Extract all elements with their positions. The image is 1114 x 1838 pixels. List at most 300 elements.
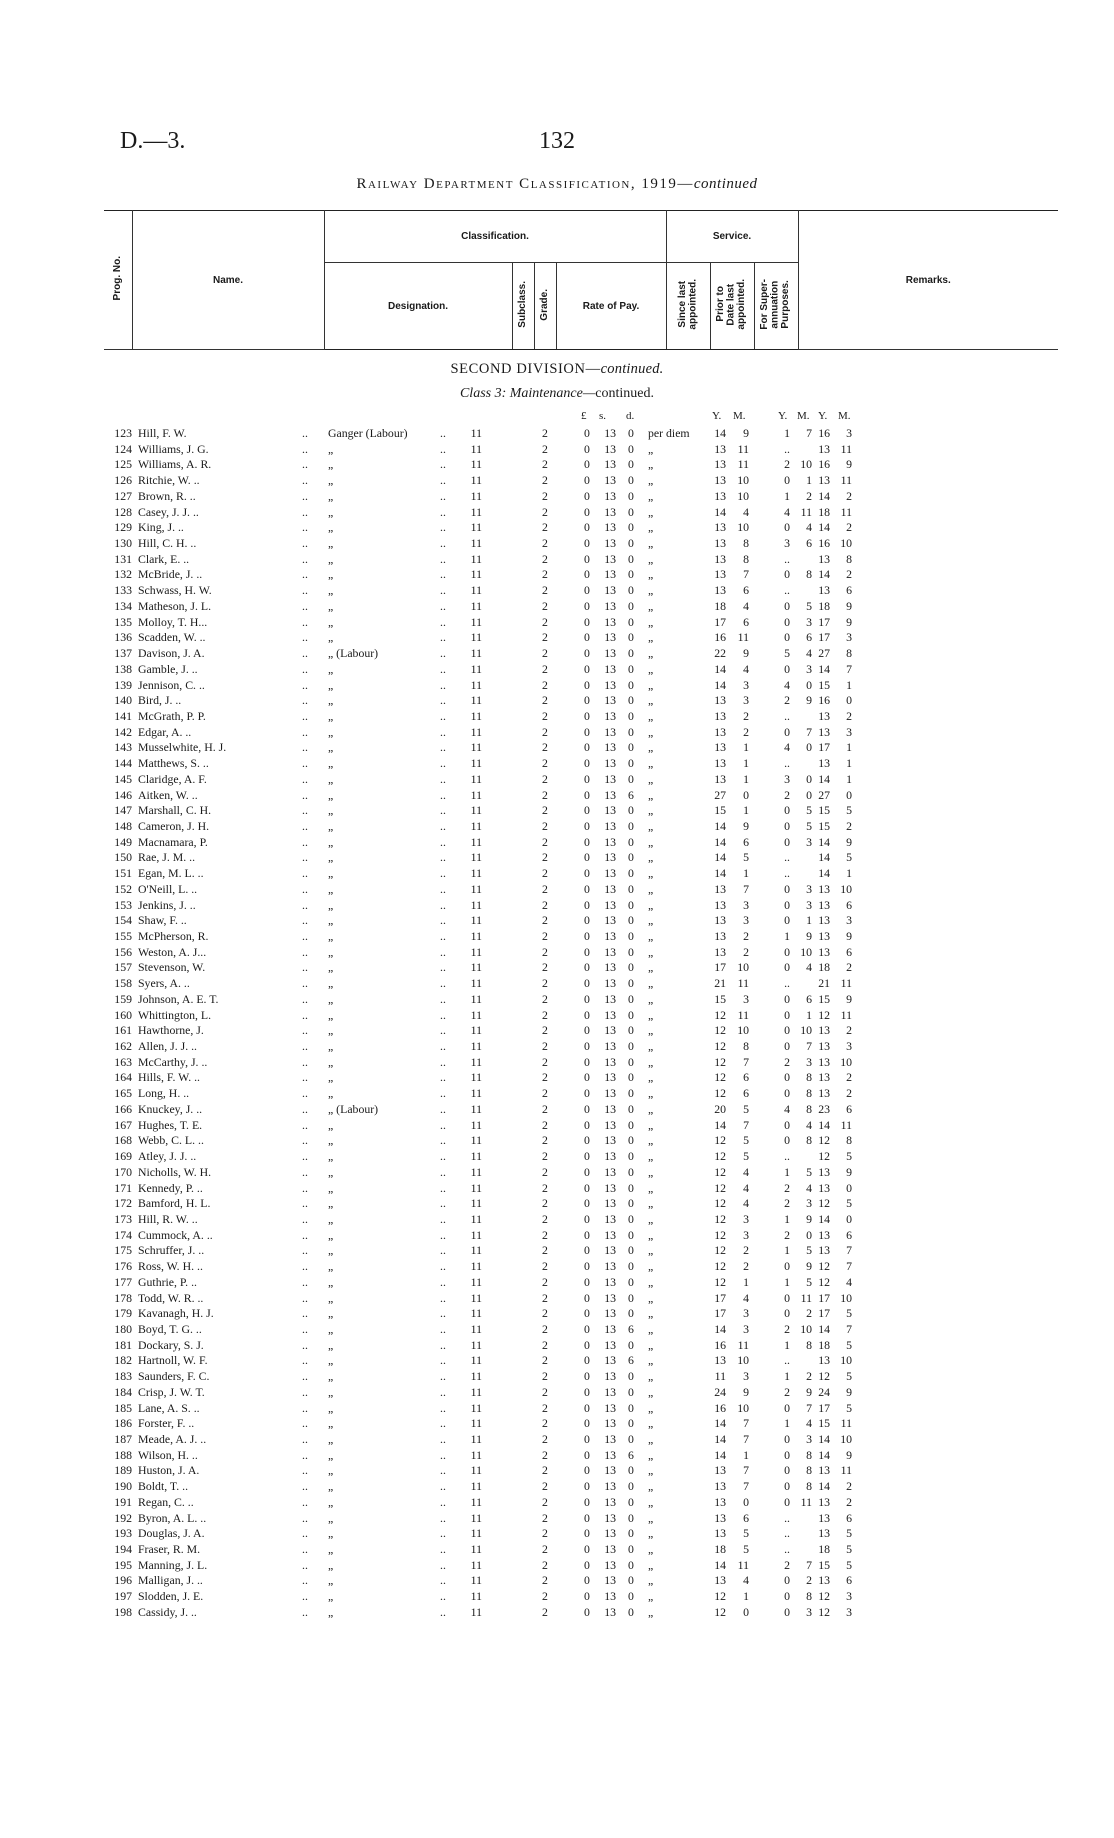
leader-dots: .. — [302, 1463, 308, 1478]
years-unit-since: Y. — [712, 410, 722, 422]
table-row — [0, 1401, 1114, 1417]
page-number: 132 — [539, 128, 575, 154]
prior-years: .. — [784, 1510, 790, 1525]
designation: „ — [328, 677, 334, 692]
super-years: 12 — [818, 1259, 830, 1274]
designation: „ — [328, 1243, 334, 1258]
pay-pounds: 0 — [584, 834, 590, 849]
since-years: 15 — [714, 991, 726, 1006]
grade: 2 — [542, 1479, 548, 1494]
employee-name: Saunders, F. C. — [138, 1369, 210, 1384]
pay-pounds: 0 — [584, 1259, 590, 1274]
pay-pence: 0 — [628, 1023, 634, 1038]
prog-number: 152 — [114, 881, 132, 896]
super-years: 14 — [818, 850, 830, 865]
prog-number: 140 — [114, 693, 132, 708]
leader-dots: .. — [440, 1557, 446, 1572]
table-row — [0, 898, 1114, 914]
prior-years: .. — [784, 551, 790, 566]
prog-number: 191 — [114, 1494, 132, 1509]
table-row — [0, 850, 1114, 866]
leader-dots: .. — [302, 1432, 308, 1446]
table-row — [0, 1589, 1114, 1605]
subclass: 11 — [470, 1243, 482, 1258]
since-years: 21 — [714, 976, 726, 991]
leader-dots: .. — [302, 1101, 308, 1116]
prior-years: 0 — [784, 944, 790, 959]
grade: 2 — [542, 834, 548, 849]
prog-number: 169 — [114, 1149, 132, 1164]
prog-number: 137 — [114, 646, 132, 661]
pay-shillings: 13 — [604, 1117, 616, 1132]
leader-dots: .. — [440, 1337, 446, 1352]
prog-number: 183 — [114, 1369, 132, 1384]
pay-period: „ — [648, 787, 654, 802]
super-years: 13 — [818, 1070, 830, 1085]
designation: „ — [328, 1070, 334, 1085]
subclass: 11 — [470, 457, 482, 472]
prior-months: 6 — [806, 991, 812, 1006]
subclass: 11 — [470, 897, 482, 912]
since-years: 22 — [714, 646, 726, 661]
pay-period: „ — [648, 771, 654, 786]
pay-period: „ — [648, 551, 654, 566]
pay-pence: 0 — [628, 488, 634, 503]
pay-pounds: 0 — [584, 724, 590, 739]
leader-dots: .. — [302, 1573, 308, 1588]
subclass: 11 — [470, 520, 482, 535]
grade: 2 — [542, 1557, 548, 1572]
leader-dots: .. — [302, 960, 308, 975]
leader-dots: .. — [440, 1353, 446, 1368]
since-months: 2 — [743, 708, 749, 723]
pay-pounds: 0 — [584, 473, 590, 488]
pay-pence: 0 — [628, 1101, 634, 1116]
leader-dots: .. — [440, 991, 446, 1006]
years-unit-super: Y. — [818, 410, 828, 422]
grade: 2 — [542, 771, 548, 786]
table-row — [0, 945, 1114, 961]
designation: „ — [328, 818, 334, 833]
designation: „ — [328, 473, 334, 488]
leader-dots: .. — [302, 1133, 308, 1148]
super-years: 12 — [818, 1007, 830, 1022]
pay-pence: 0 — [628, 1510, 634, 1525]
pay-shillings: 13 — [604, 866, 616, 881]
prog-number: 168 — [114, 1133, 132, 1148]
designation: „ — [328, 1007, 334, 1022]
leader-dots: .. — [302, 1510, 308, 1525]
grade: 2 — [542, 1007, 548, 1022]
prog-number: 165 — [114, 1086, 132, 1101]
leader-dots: .. — [302, 1023, 308, 1038]
pay-pounds: 0 — [584, 441, 590, 456]
super-months: 6 — [846, 1227, 852, 1242]
employee-name: Regan, C. .. — [138, 1494, 194, 1509]
pay-pounds: 0 — [584, 1573, 590, 1588]
pay-shillings: 13 — [604, 1023, 616, 1038]
designation: „ — [328, 834, 334, 849]
pay-period: „ — [648, 929, 654, 943]
classification-header: Classification. — [324, 211, 666, 263]
grade: 2 — [542, 1604, 548, 1619]
designation: „ — [328, 897, 334, 912]
employee-name: Cassidy, J. .. — [138, 1604, 197, 1619]
leader-dots: .. — [302, 1039, 308, 1054]
pay-pounds: 0 — [584, 426, 590, 440]
super-years: 12 — [818, 1149, 830, 1164]
prior-months: 2 — [806, 1306, 812, 1321]
prior-months: 8 — [806, 1101, 812, 1116]
pay-pence: 0 — [628, 504, 634, 519]
since-years: 14 — [714, 850, 726, 865]
grade: 2 — [542, 551, 548, 566]
table-row — [0, 1070, 1114, 1086]
prior-months: 6 — [806, 536, 812, 551]
super-months: 9 — [846, 457, 852, 472]
subclass: 11 — [470, 1526, 482, 1541]
leader-dots: .. — [440, 1274, 446, 1289]
employee-name: Bamford, H. L. — [138, 1196, 211, 1211]
pay-shillings: 13 — [604, 1526, 616, 1541]
leader-dots: .. — [302, 1479, 308, 1494]
pay-period: „ — [648, 1290, 654, 1305]
since-years: 12 — [714, 1164, 726, 1179]
super-years: 23 — [818, 1101, 830, 1116]
pay-pounds: 0 — [584, 1306, 590, 1321]
pay-period: „ — [648, 614, 654, 629]
grade: 2 — [542, 1526, 548, 1541]
subclass: 11 — [470, 803, 482, 818]
pay-pence: 0 — [628, 1054, 634, 1069]
designation: „ — [328, 1196, 334, 1211]
since-years: 13 — [714, 771, 726, 786]
table-row — [0, 756, 1114, 772]
leader-dots: .. — [302, 1211, 308, 1226]
pay-pounds: 0 — [584, 1133, 590, 1148]
employee-name: Johnson, A. E. T. — [138, 991, 219, 1006]
pay-pounds: 0 — [584, 567, 590, 582]
since-years: 13 — [714, 1463, 726, 1478]
pay-period: „ — [648, 1117, 654, 1132]
table-row — [0, 1102, 1114, 1118]
employee-name: Hill, C. H. .. — [138, 536, 197, 551]
table-row — [0, 1558, 1114, 1574]
super-years: 17 — [818, 1400, 830, 1415]
grade: 2 — [542, 1023, 548, 1038]
grade: 2 — [542, 866, 548, 881]
pay-pounds: 0 — [584, 646, 590, 661]
super-years: 13 — [818, 1243, 830, 1258]
super-months: 2 — [846, 1023, 852, 1038]
pay-pence: 0 — [628, 1526, 634, 1541]
since-years: 13 — [714, 567, 726, 582]
pay-pence: 0 — [628, 1274, 634, 1289]
super-months: 7 — [846, 1243, 852, 1258]
since-years: 20 — [714, 1101, 726, 1116]
leader-dots: .. — [440, 897, 446, 912]
super-months: 5 — [846, 1149, 852, 1164]
page-title — [0, 176, 1114, 193]
prior-years: 0 — [784, 1306, 790, 1321]
leader-dots: .. — [302, 1369, 308, 1384]
pay-shillings: 13 — [604, 1211, 616, 1226]
leader-dots: .. — [440, 1243, 446, 1258]
prior-years: 2 — [784, 1557, 790, 1572]
grade: 2 — [542, 913, 548, 928]
pay-shillings: 13 — [604, 1259, 616, 1274]
leader-dots: .. — [440, 1306, 446, 1321]
pay-period: „ — [648, 756, 654, 771]
leader-dots: .. — [440, 834, 446, 849]
prog-number: 147 — [114, 803, 132, 818]
since-years: 13 — [714, 708, 726, 723]
leader-dots: .. — [302, 1259, 308, 1274]
pay-period: „ — [648, 1526, 654, 1541]
employee-name: Davison, J. A. — [138, 646, 205, 661]
since-months: 3 — [743, 991, 749, 1006]
prior-years: 1 — [784, 929, 790, 943]
employee-name: Fraser, R. M. — [138, 1542, 201, 1557]
prior-months: 3 — [806, 1196, 812, 1211]
designation: „ — [328, 614, 334, 629]
grade: 2 — [542, 976, 548, 991]
pay-pence: 0 — [628, 1494, 634, 1509]
since-months: 2 — [743, 1259, 749, 1274]
since-years: 17 — [714, 1306, 726, 1321]
since-years: 12 — [714, 1007, 726, 1022]
super-months: 10 — [840, 1054, 852, 1069]
leader-dots: .. — [302, 929, 308, 943]
leader-dots: .. — [302, 1542, 308, 1557]
pay-shillings: 13 — [604, 1039, 616, 1054]
grade: 2 — [542, 614, 548, 629]
employee-name: Syers, A. .. — [138, 976, 190, 991]
leader-dots: .. — [302, 991, 308, 1006]
pay-period: „ — [648, 677, 654, 692]
pay-pence: 0 — [628, 1227, 634, 1242]
pay-shillings: 13 — [604, 1243, 616, 1258]
since-months: 0 — [743, 787, 749, 802]
pay-shillings: 13 — [604, 1494, 616, 1509]
leader-dots: .. — [302, 1604, 308, 1619]
grade: 2 — [542, 1384, 548, 1399]
leader-dots: .. — [440, 1589, 446, 1604]
grade: 2 — [542, 1463, 548, 1478]
since-months: 2 — [743, 724, 749, 739]
prior-years: 0 — [784, 1117, 790, 1132]
prior-years: 1 — [784, 1274, 790, 1289]
super-years: 13 — [818, 708, 830, 723]
pay-period: „ — [648, 1039, 654, 1054]
pay-pence: 0 — [628, 1604, 634, 1619]
prior-months: 4 — [806, 960, 812, 975]
since-years: 16 — [714, 1400, 726, 1415]
prog-number: 178 — [114, 1290, 132, 1305]
prog-number: 151 — [114, 866, 132, 881]
pay-pounds: 0 — [584, 630, 590, 645]
leader-dots: .. — [302, 1306, 308, 1321]
since-years: 12 — [714, 1039, 726, 1054]
pay-shillings: 13 — [604, 583, 616, 598]
pay-period: „ — [648, 1463, 654, 1478]
pay-pence: 0 — [628, 834, 634, 849]
super-months: 6 — [846, 1510, 852, 1525]
since-years: 12 — [714, 1023, 726, 1038]
prior-months: 7 — [806, 1400, 812, 1415]
table-row — [0, 866, 1114, 882]
designation: „ — [328, 787, 334, 802]
prior-years: 0 — [784, 1447, 790, 1462]
pay-period: „ — [648, 1494, 654, 1509]
designation: „ — [328, 1400, 334, 1415]
prior-months: 9 — [806, 1384, 812, 1399]
since-months: 4 — [743, 1290, 749, 1305]
super-years: 13 — [818, 881, 830, 896]
pay-period: „ — [648, 488, 654, 503]
grade: 2 — [542, 1542, 548, 1557]
prior-years: 1 — [784, 1243, 790, 1258]
pay-pence: 0 — [628, 1290, 634, 1305]
leader-dots: .. — [302, 1007, 308, 1022]
since-months: 10 — [737, 488, 749, 503]
pay-pence: 0 — [628, 661, 634, 676]
subclass: 11 — [470, 488, 482, 503]
leader-dots: .. — [440, 630, 446, 645]
employee-name: Matheson, J. L. — [138, 598, 212, 613]
employee-name: Hills, F. W. .. — [138, 1070, 200, 1085]
super-months: 7 — [846, 661, 852, 676]
super-months: 2 — [846, 960, 852, 975]
table-row — [0, 1039, 1114, 1055]
prog-number: 192 — [114, 1510, 132, 1525]
designation: „ — [328, 1337, 334, 1352]
super-years: 12 — [818, 1274, 830, 1289]
designation-header: Designation. — [324, 263, 512, 350]
employee-name: Boyd, T. G. .. — [138, 1321, 202, 1336]
designation: „ — [328, 1164, 334, 1179]
table-row — [0, 1542, 1114, 1558]
leader-dots: .. — [302, 1196, 308, 1211]
employee-name: Aitken, W. .. — [138, 787, 198, 802]
since-months: 1 — [743, 866, 749, 881]
since-months: 9 — [743, 646, 749, 661]
since-years: 13 — [714, 881, 726, 896]
pay-pounds: 0 — [584, 536, 590, 551]
designation: „ — [328, 551, 334, 566]
prior-months: 4 — [806, 1416, 812, 1431]
pay-pence: 0 — [628, 1086, 634, 1101]
pay-period: „ — [648, 567, 654, 582]
employee-name: Musselwhite, H. J. — [138, 740, 227, 755]
super-months: 0 — [846, 1211, 852, 1226]
super-years: 12 — [818, 1589, 830, 1604]
prior-years: 0 — [784, 473, 790, 488]
designation: „ — [328, 756, 334, 771]
subclass: 11 — [470, 1353, 482, 1368]
subclass: 11 — [470, 787, 482, 802]
prior-years: 1 — [784, 488, 790, 503]
prior-years: 3 — [784, 536, 790, 551]
prior-years: 0 — [784, 1133, 790, 1148]
pay-period: „ — [648, 1211, 654, 1226]
prior-months: 10 — [800, 944, 812, 959]
table-row — [0, 567, 1114, 583]
leader-dots: .. — [440, 944, 446, 959]
since-years: 13 — [714, 693, 726, 708]
pay-pounds: 0 — [584, 1463, 590, 1478]
leader-dots: .. — [440, 536, 446, 551]
pay-pounds: 0 — [584, 1086, 590, 1101]
table-row — [0, 740, 1114, 756]
since-months: 4 — [743, 1196, 749, 1211]
since-months: 7 — [743, 567, 749, 582]
prior-months: 0 — [806, 740, 812, 755]
prior-months: 8 — [806, 1589, 812, 1604]
pay-pounds: 0 — [584, 1589, 590, 1604]
super-years: 18 — [818, 1337, 830, 1352]
since-months: 10 — [737, 1353, 749, 1368]
table-row — [0, 520, 1114, 536]
pay-pence: 0 — [628, 1369, 634, 1384]
employee-name: Lane, A. S. .. — [138, 1400, 200, 1415]
leader-dots: .. — [302, 834, 308, 849]
leader-dots: .. — [440, 677, 446, 692]
leader-dots: .. — [302, 646, 308, 661]
prior-months: 2 — [806, 1573, 812, 1588]
pay-pounds: 0 — [584, 551, 590, 566]
since-months: 8 — [743, 1039, 749, 1054]
table-row — [0, 788, 1114, 804]
prior-months: 8 — [806, 1086, 812, 1101]
pay-shillings: 13 — [604, 488, 616, 503]
leader-dots: .. — [440, 1510, 446, 1525]
pay-shillings: 13 — [604, 677, 616, 692]
pay-shillings: 13 — [604, 1557, 616, 1572]
subclass: 11 — [470, 1589, 482, 1604]
pay-pence: 0 — [628, 1463, 634, 1478]
table-row — [0, 1149, 1114, 1165]
pay-shillings: 13 — [604, 1086, 616, 1101]
leader-dots: .. — [440, 598, 446, 613]
prior-months: 4 — [806, 1117, 812, 1132]
pay-pounds: 0 — [584, 929, 590, 943]
prior-months: 0 — [806, 1227, 812, 1242]
leader-dots: .. — [302, 1054, 308, 1069]
employee-name: Cameron, J. H. — [138, 818, 210, 833]
pay-period: „ — [648, 693, 654, 708]
designation: „ — [328, 740, 334, 755]
pay-pounds: 0 — [584, 1243, 590, 1258]
prior-months: 3 — [806, 614, 812, 629]
pay-pounds: 0 — [584, 598, 590, 613]
since-months: 2 — [743, 1243, 749, 1258]
pay-shillings: 13 — [604, 850, 616, 865]
designation: „ — [328, 1510, 334, 1525]
subclass: 11 — [470, 1196, 482, 1211]
super-months: 5 — [846, 1337, 852, 1352]
prog-number: 124 — [114, 441, 132, 456]
years-unit-prior: Y. — [778, 410, 788, 422]
since-years: 18 — [714, 1542, 726, 1557]
class-heading: Class 3: Maintenance—continued. — [459, 386, 655, 401]
leader-dots: .. — [302, 1290, 308, 1305]
since-years: 14 — [714, 504, 726, 519]
pay-pence: 0 — [628, 991, 634, 1006]
pay-shillings: 13 — [604, 551, 616, 566]
grade: 2 — [542, 897, 548, 912]
super-years: 16 — [818, 693, 830, 708]
